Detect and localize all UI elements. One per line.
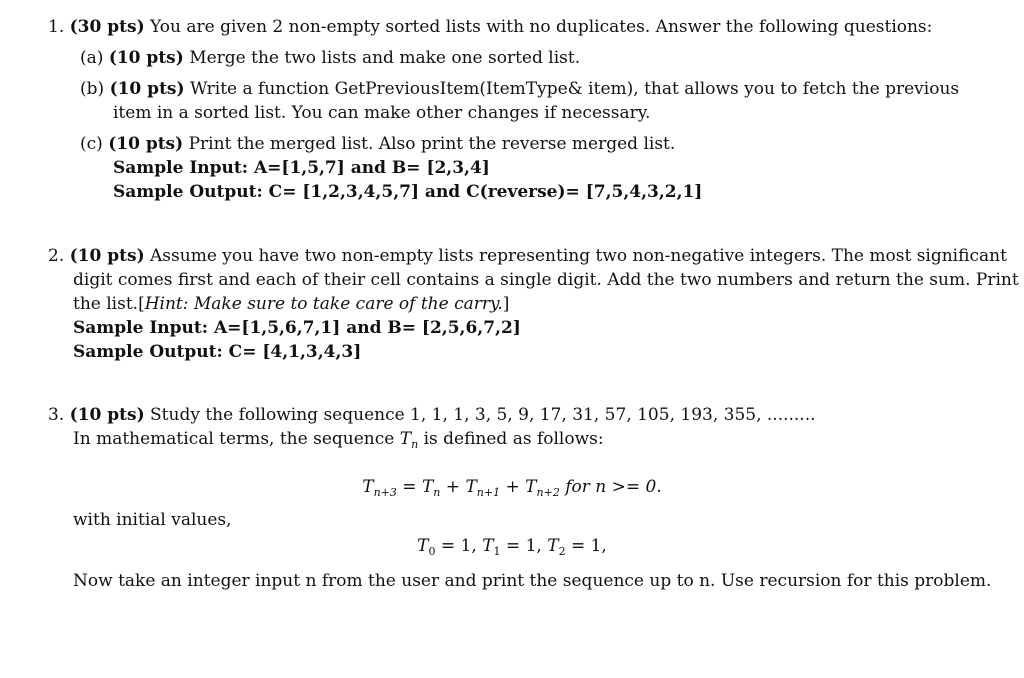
- q2-sample-output: Sample Output: C= [4,1,3,4,3]: [73, 342, 362, 362]
- q1b-label: (b): [80, 79, 105, 99]
- q1a-label: (a): [80, 48, 104, 68]
- q2-hint: Hint: Make sure to take care of the carry.: [144, 294, 503, 314]
- q1-points: (30 pts): [69, 17, 145, 37]
- q2-text-line1: Assume you have two non-empty lists representing two non-negative integers. The most significant: [150, 246, 1007, 266]
- q1a: [80, 46, 580, 70]
- q3-symbol-tn: $T_n$: [399, 429, 419, 451]
- q1b-points: (10 pts): [109, 79, 185, 99]
- q1-number: 1.: [48, 17, 65, 37]
- q1c-text: Print the merged list. Also print the reverse merged list.: [188, 134, 676, 154]
- q3-number: 3.: [48, 405, 65, 425]
- q2-points: (10 pts): [69, 246, 145, 266]
- q1b-line2: item in a sorted list. You can make other changes if necessary.: [113, 103, 651, 123]
- q2-line3-end: ]: [502, 294, 510, 314]
- q1b-line1: [80, 77, 959, 101]
- q3-recurrence-suffix: for n >= 0.: [565, 477, 662, 497]
- q1-header: [48, 15, 932, 39]
- q3-line2-start: In mathematical terms, the sequence: [73, 429, 395, 449]
- q3-initial-label: with initial values,: [73, 510, 232, 530]
- q1b-text: Write a function GetPreviousItem(ItemType& item), that allows you to fetch the previous: [189, 79, 960, 99]
- q3-sequence-text: Study the following sequence 1, 1, 1, 3, 5, 9, 17, 31, 57, 105, 193, 355, .........: [150, 405, 816, 425]
- q1c: [80, 132, 675, 156]
- q1c-points: (10 pts): [108, 134, 184, 154]
- q1a-text: Merge the two lists and make one sorted list.: [189, 48, 581, 68]
- q1a-points: (10 pts): [108, 48, 184, 68]
- q1-text: You are given 2 non-empty sorted lists with no duplicates. Answer the following questions:: [150, 17, 933, 37]
- q2-line1: [48, 244, 1007, 268]
- q3-final-instruction: Now take an integer input n from the user and print the sequence up to n. Use recursion for this problem.: [73, 571, 992, 591]
- q3-line2-end: is defined as follows:: [423, 429, 604, 449]
- q3-recurrence-equation: $T_{n+3} = T_n + T_{n+1} + T_{n+2}$ for n >= 0.: [362, 477, 662, 499]
- q2-line2: digit comes first and each of their cell contains a single digit. Add the two numbers and return the sum. Print: [73, 270, 1019, 290]
- q2-line3: [73, 292, 509, 316]
- q3-points: (10 pts): [69, 405, 145, 425]
- q3-line2: [73, 427, 604, 451]
- q3-initial-values-equation: $T_0 = 1$, $T_1 = 1$, $T_2 = 1$,: [417, 536, 607, 558]
- q1c-sample-output: Sample Output: C= [1,2,3,4,5,7] and C(reverse)= [7,5,4,3,2,1]: [113, 182, 703, 202]
- q2-number: 2.: [48, 246, 65, 266]
- q2-line3-start: the list.[: [73, 294, 145, 314]
- q2-sample-input: Sample Input: A=[1,5,6,7,1] and B= [2,5,6,7,2]: [73, 318, 521, 338]
- q1c-sample-input: Sample Input: A=[1,5,7] and B= [2,3,4]: [113, 158, 490, 178]
- q1c-label: (c): [80, 134, 103, 154]
- q3-line1: [48, 403, 816, 427]
